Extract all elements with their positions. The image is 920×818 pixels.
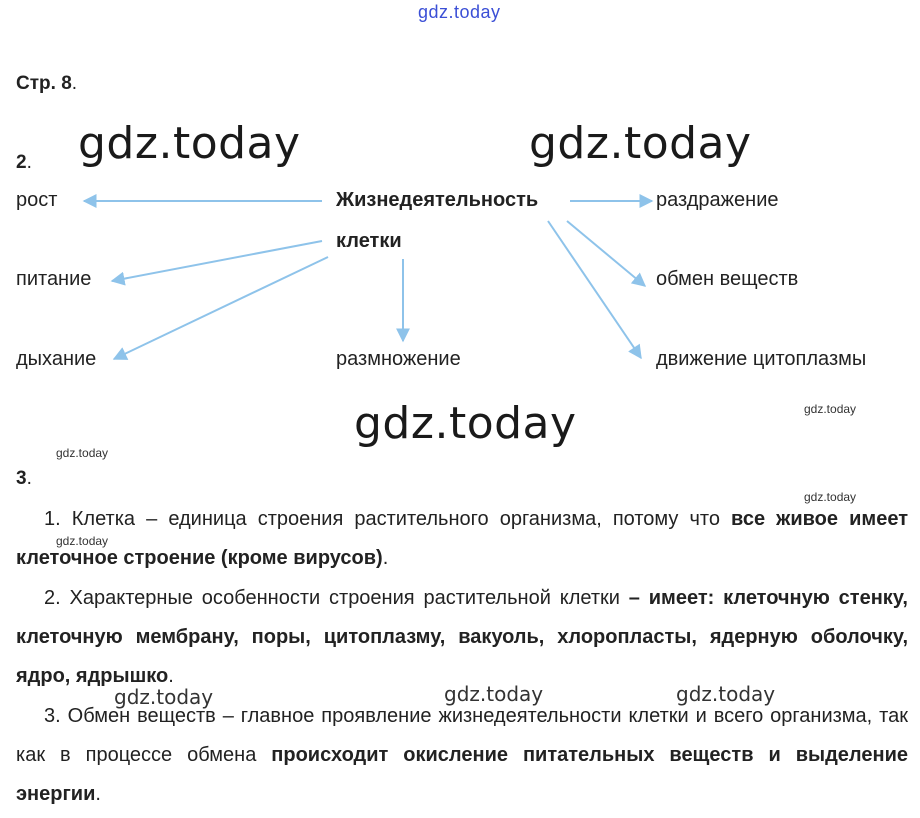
answer-paragraph-2: 2. Характерные особенности строения растительной клетки – имеет: клеточную стенку, клеточную мембрану, поры, цитоплазму, вакуоль, хлоропласты, ядерную оболочку, ядро, ядрышко. <box>16 587 908 687</box>
arrow-to-dyhanie <box>114 257 328 359</box>
task-2-number: 2. <box>16 152 32 173</box>
arrow-to-dvizhenie <box>548 221 641 358</box>
node-pitanie: питание <box>16 268 92 290</box>
watermark-large: gdz.today <box>78 118 301 169</box>
answer-paragraph-3: 3. Обмен веществ – главное проявление жизнедеятельности клетки и всего организма, так как в процессе обмена происходит окисление питательных веществ и выделение энергии. <box>16 705 908 805</box>
node-razdrazhenie: раздражение <box>656 189 779 211</box>
watermark-small: gdz.today <box>56 534 109 548</box>
page-reference: Стр. 8. <box>16 73 78 94</box>
arrow-to-obmen <box>567 221 645 286</box>
answer-paragraph-1: 1. Клетка – единица строения растительного организма, потому что все живое имеет клеточное строение (кроме вирусов). <box>16 508 908 569</box>
watermark-small: gdz.today <box>804 490 857 504</box>
node-dyhanie: дыхание <box>16 348 97 370</box>
watermark-top: gdz.today <box>418 2 501 22</box>
watermark-small: gdz.today <box>804 402 857 416</box>
watermark-large: gdz.today <box>354 398 577 449</box>
watermark-medium: gdz.today <box>444 682 544 706</box>
watermark-large: gdz.today <box>529 118 752 169</box>
node-rost: рост <box>16 189 58 211</box>
watermark-medium: gdz.today <box>114 685 214 709</box>
watermark-medium: gdz.today <box>676 682 776 706</box>
node-dvizhenie-tsitoplazmy: движение цитоплазмы <box>656 348 867 370</box>
node-razmnozhenie: размножение <box>336 348 461 370</box>
node-obmen-veshchestv: обмен веществ <box>656 268 799 290</box>
task-3-number: 3. <box>16 468 32 489</box>
center-label-line2: клетки <box>336 230 402 252</box>
center-label-line1: Жизнедеятельность <box>336 189 539 211</box>
watermark-small: gdz.today <box>56 446 109 460</box>
